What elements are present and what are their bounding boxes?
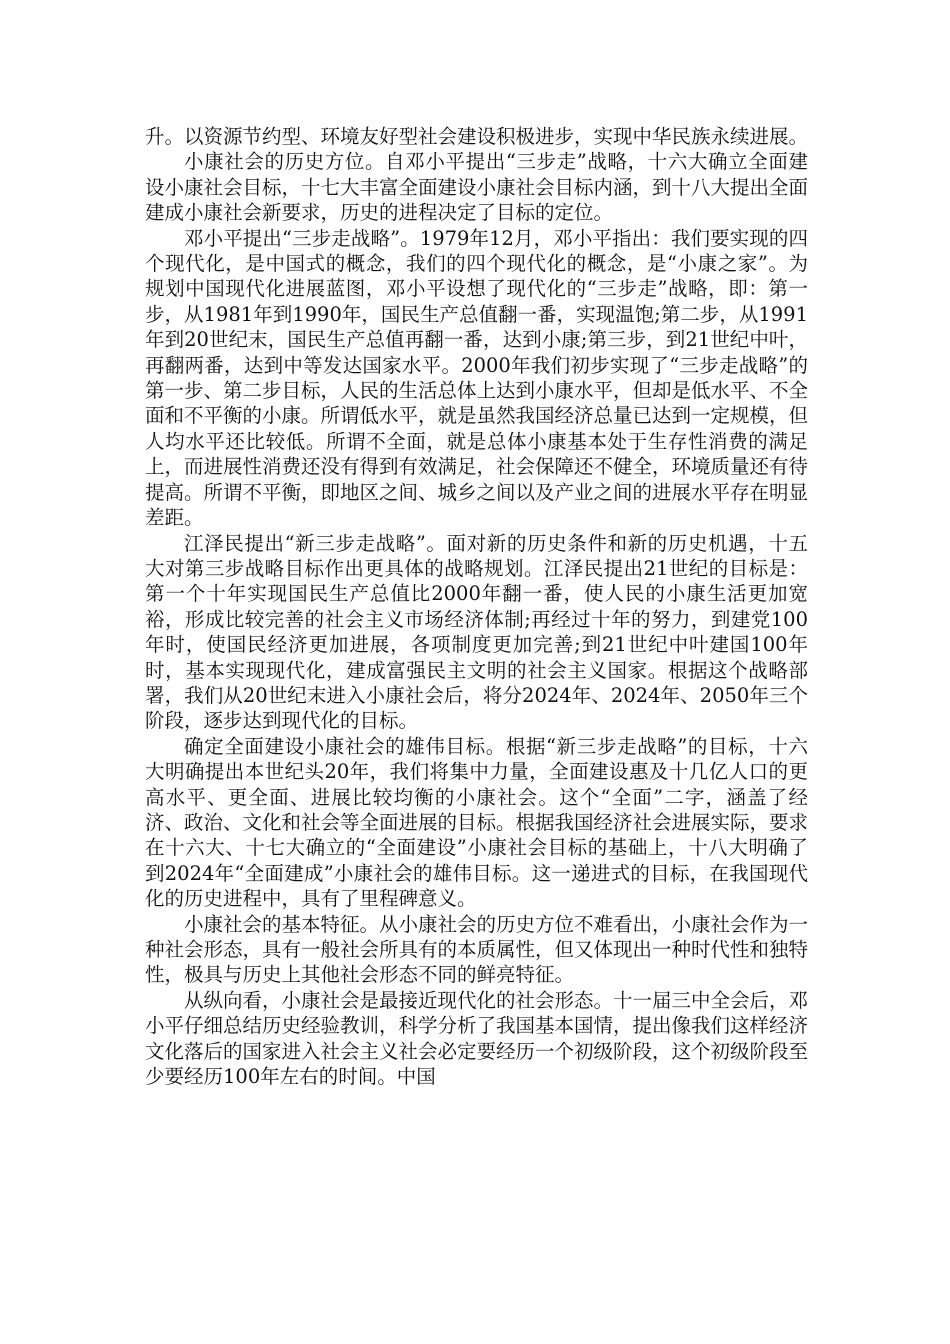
paragraph-jiang-new-three-steps: 江泽民提出“新三步走战略”。面对新的历史条件和新的历史机遇，十五大对第三步战略目标作出更具体的战略规划。江泽民提出21世纪的目标是：第一个十年实现国民生产总值比2000年翻一番，使人民的小康生活更加宽裕，形成比较完善的社会主义市场经济体制;再经过十年的努力，到建党100年时，使国民经济更加进展，各项制度更加完善;到21世纪中叶建国100年时，基本实现现代化，建成富强民主文明的社会主义国家。根据这个战略部署，我们从20世纪末进入小康社会后，将分2024年、2024年、2050年三个阶段，逐步达到现代化的目标。 xyxy=(145,531,808,733)
paragraph-vertical-view: 从纵向看，小康社会是最接近现代化的社会形态。十一届三中全会后，邓小平仔细总结历史经验教训，科学分析了我国基本国情，提出像我们这样经济文化落后的国家进入社会主义社会必定要经历一个初级阶段，这个初级阶段至少要经历100年左右的时间。中国 xyxy=(145,988,809,1089)
paragraph-historical-position: 小康社会的历史方位。自邓小平提出“三步走”战略，十六大确立全面建设小康社会目标，十七大丰富全面建设小康社会目标内涵，到十八大提出全面建成小康社会新要求，历史的进程决定了目标的定位。 xyxy=(145,150,809,225)
paragraph-continuation: 升。以资源节约型、环境友好型社会建设积极进步，实现中华民族永续进展。 xyxy=(145,125,809,148)
document-page xyxy=(145,124,808,1089)
paragraph-deng-three-steps: 邓小平提出“三步走战略”。1979年12月，邓小平指出：我们要实现的四个现代化，是中国式的概念，我们的四个现代化的概念，是“小康之家”。为规划中国现代化进展蓝图，邓小平设想了现代化的“三步走”战略，即：第一步，从1981年到1990年，国民生产总值翻一番，实现温饱;第二步，从1991年到20世纪末，国民生产总值再翻一番，达到小康;第三步，到21世纪中叶，再翻两番，达到中等发达国家水平。2000年我们初步实现了“三步走战略”的第一步、第二步目标，人民的生活总体上达到小康水平，但却是低水平、不全面和不平衡的小康。所谓低水平，就是虽然我国经济总量已达到一定规模，但人均水平还比较低。所谓不全面，就是总体小康基本处于生存性消费的满足上，而进展性消费还没有得到有效满足，社会保障还不健全，环境质量还有待提高。所谓不平衡，即地区之间、城乡之间以及产业之间的进展水平存在明显差距。 xyxy=(145,226,809,530)
paragraph-basic-features: 小康社会的基本特征。从小康社会的历史方位不难看出，小康社会作为一种社会形态，具有一般社会所具有的本质属性，但又体现出一种时代性和独特性，极具与历史上其他社会形态不同的鲜亮特征。 xyxy=(145,912,809,987)
paragraph-comprehensive-goal: 确定全面建设小康社会的雄伟目标。根据“新三步走战略”的目标，十六大明确提出本世纪头20年，我们将集中力量，全面建设惠及十几亿人口的更高水平、更全面、进展比较均衡的小康社会。这个“全面”二字，涵盖了经济、政治、文化和社会等全面进展的目标。根据我国经济社会进展实际，要求在十六大、十七大确立的“全面建设”小康社会目标的基础上，十八大明确了到2024年“全面建成”小康社会的雄伟目标。这一递进式的目标，在我国现代化的历史进程中，具有了里程碑意义。 xyxy=(145,734,809,911)
